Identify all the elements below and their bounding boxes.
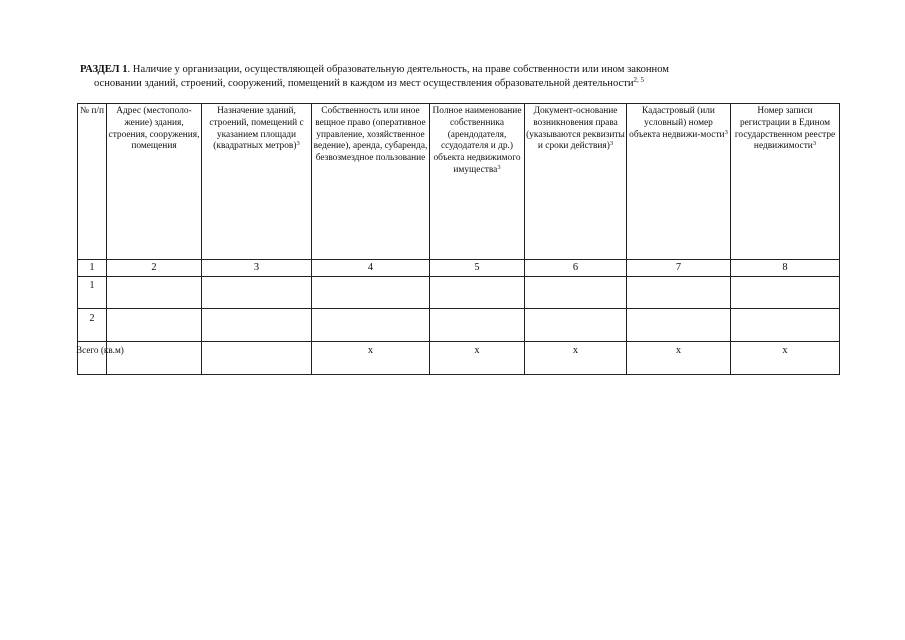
header-cell: № п/п xyxy=(78,104,107,260)
column-number: 6 xyxy=(525,260,627,277)
table-row xyxy=(78,309,840,342)
section-label: РАЗДЕЛ 1 xyxy=(80,64,128,75)
table-cell[interactable] xyxy=(525,309,627,342)
total-area-cell[interactable] xyxy=(202,342,312,375)
table-cell[interactable] xyxy=(627,277,731,309)
table-cell[interactable] xyxy=(312,309,430,342)
column-number: 4 xyxy=(312,260,430,277)
total-row xyxy=(78,342,840,375)
column-number: 1 xyxy=(78,260,107,277)
total-mark: х xyxy=(525,342,627,375)
table-cell[interactable] xyxy=(202,277,312,309)
column-number: 7 xyxy=(627,260,731,277)
table-cell[interactable] xyxy=(202,309,312,342)
header-cell: Номер записи регистрации в Едином государственном реестре недвижимости$^3$ xyxy=(731,104,840,260)
section-text-line2: основании зданий, строений, сооружений, помещений в каждом из мест осуществления образовательной деятельности xyxy=(94,77,634,89)
table-row xyxy=(78,277,840,309)
header-cell: Кадастровый (или условный) номер объекта недвижи-мости$^3$ xyxy=(627,104,731,260)
column-number: 8 xyxy=(731,260,840,277)
total-mark: х xyxy=(627,342,731,375)
header-footnote: 3 xyxy=(609,140,614,148)
table-cell[interactable] xyxy=(430,277,525,309)
row-index: 1 xyxy=(78,277,107,309)
column-number: 3 xyxy=(202,260,312,277)
section-text-line1: . Наличие у организации, осуществляющей образовательную деятельность, на праве собственности или ином законном xyxy=(127,64,670,75)
table-cell[interactable] xyxy=(525,277,627,309)
table-cell[interactable] xyxy=(107,309,202,342)
table-cell[interactable] xyxy=(312,277,430,309)
table-cell[interactable] xyxy=(107,277,202,309)
header-row xyxy=(78,104,840,260)
column-number: 5 xyxy=(430,260,525,277)
total-mark: х xyxy=(430,342,525,375)
table-cell[interactable] xyxy=(430,309,525,342)
total-label-cell xyxy=(76,342,202,375)
row-index: 2 xyxy=(78,309,107,342)
header-cell: Собственность или иное вещное право (оперативное управление, хозяйственное ведение), аренда, субаренда, безвозмездное пользование xyxy=(312,104,430,260)
header-cell: Документ-основание возникновения права (указываются реквизиты и сроки действия)$^3$ xyxy=(525,104,627,260)
header-footnote: 3 xyxy=(812,140,817,148)
header-cell: Назначение зданий, строений, помещений с указанием площади (квадратных метров)$^3$ xyxy=(202,104,312,260)
table-cell[interactable] xyxy=(731,277,840,309)
total-label-text: Всего (кв.м) xyxy=(76,345,124,355)
column-number: 2 xyxy=(107,260,202,277)
premises-table xyxy=(77,103,840,375)
header-cell: Полное наименование собственника (арендодателя, ссудодателя и др.) объекта недвижимого имущества$^3$ xyxy=(430,104,525,260)
table-cell[interactable] xyxy=(627,309,731,342)
section-heading xyxy=(80,63,845,90)
total-mark: х xyxy=(731,342,840,375)
column-number-row xyxy=(78,260,840,277)
header-footnote: 3 xyxy=(497,163,501,171)
table-cell[interactable] xyxy=(731,309,840,342)
header-footnote: 3 xyxy=(724,128,728,136)
total-mark: х xyxy=(312,342,430,375)
header-footnote: 3 xyxy=(296,140,300,148)
section-footnote: 2, 5 xyxy=(633,75,645,84)
header-cell: Адрес (местополо-жение) здания, строения, сооружения, помещения xyxy=(107,104,202,260)
